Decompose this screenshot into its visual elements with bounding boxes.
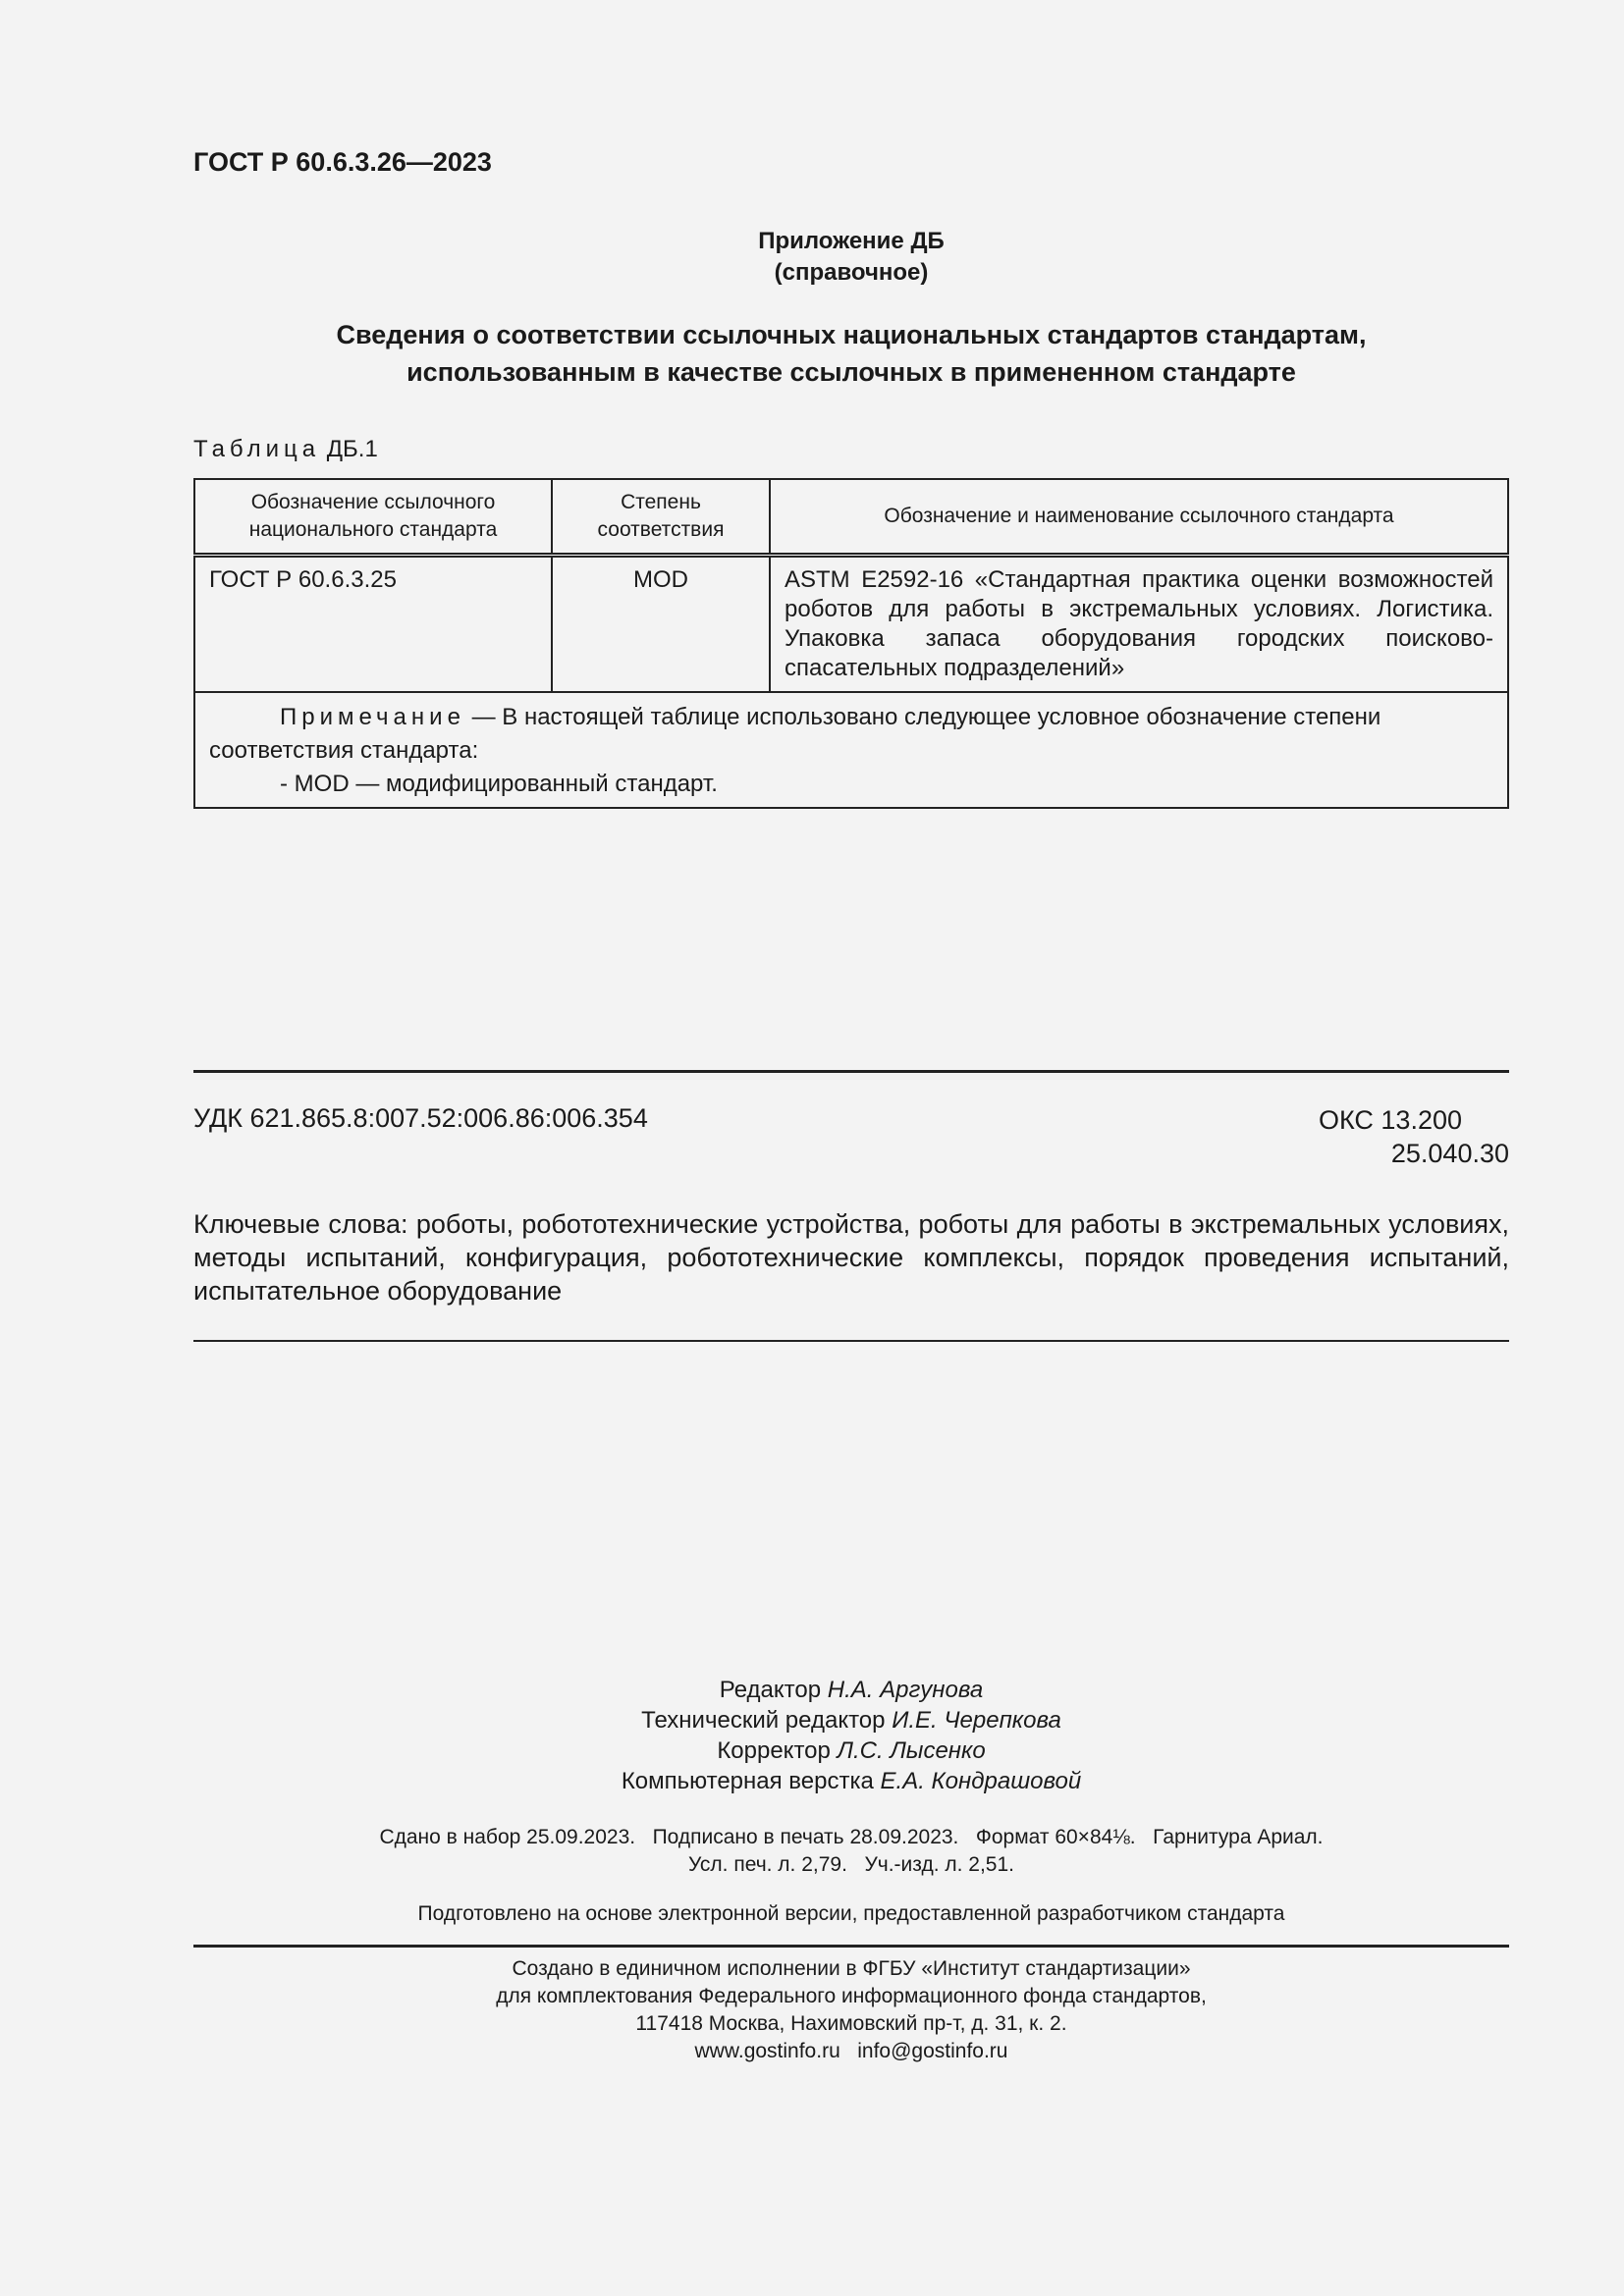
reference-standards-table [193, 478, 1509, 809]
oks-code-2: 25.040.30 [1390, 1139, 1509, 1168]
credit-role: Корректор [717, 1737, 831, 1764]
oks-code-1: ОКС 13.200 [1318, 1105, 1462, 1135]
table-header-row [194, 479, 1508, 556]
document-number: ГОСТ Р 60.6.3.26—2023 [193, 147, 492, 177]
appendix-heading-line-2: использованным в качестве ссылочных в примененном стандарте [406, 357, 1296, 387]
note-lead: Примечание [280, 704, 465, 730]
credit-editor [193, 1675, 1509, 1705]
table-caption [193, 436, 378, 463]
udk-code: УДК 621.865.8:007.52:006.86:006.354 [193, 1103, 648, 1133]
table-note [194, 692, 1508, 808]
note-text: — В настоящей таблице использовано следующее условное обозначение степени соответствия стандарта: [209, 704, 1381, 764]
credit-layout [193, 1766, 1509, 1796]
credits [193, 1675, 1509, 1796]
publisher-line-2: для комплектования Федерального информационного фонда стандартов, [496, 1985, 1207, 2007]
publisher-info [193, 1955, 1509, 2065]
prepared-note: Подготовлено на основе электронной версии, предоставленной разработчиком стандарта [417, 1902, 1285, 1925]
imprint-line-2: Усл. печ. л. 2,79. Уч.-изд. л. 2,51. [687, 1853, 1014, 1876]
credit-name: Н.А. Аргунова [827, 1677, 984, 1703]
publisher-line-3: 117418 Москва, Нахимовский пр-т, д. 31, к. 2. [635, 2012, 1067, 2035]
publisher-line-1: Создано в единичном исполнении в ФГБУ «Институт стандартизации» [512, 1957, 1191, 1980]
divider-publisher [193, 1945, 1509, 1948]
keywords: Ключевые слова: роботы, робототехнические устройства, роботы для работы в экстремальных условиях, методы испытаний, конфигурация, робототехнические комплексы, порядок проведения испытаний, испытательное оборудование [193, 1209, 1509, 1306]
credit-role: Технический редактор [641, 1707, 886, 1734]
appendix-heading-line-1: Сведения о соответствии ссылочных национальных стандартов стандартам, [336, 320, 1367, 349]
cell-national-standard: ГОСТ Р 60.6.3.25 [194, 556, 552, 693]
divider-keywords [193, 1340, 1509, 1342]
credit-role: Компьютерная верстка [621, 1768, 874, 1794]
appendix-status: (справочное) [774, 259, 929, 286]
note-bullet: - MOD — модифицированный стандарт. [280, 771, 718, 797]
credit-name: И.Е. Черепкова [892, 1707, 1061, 1734]
credit-role: Редактор [719, 1677, 822, 1703]
credit-name: Е.А. Кондрашовой [880, 1768, 1082, 1794]
credit-name: Л.С. Лысенко [837, 1737, 986, 1764]
credit-proofreader [193, 1735, 1509, 1766]
appendix-title: Приложение ДБ [758, 228, 945, 254]
imprint-line-1: Сдано в набор 25.09.2023. Подписано в печать 28.09.2023. Формат 60×84⅛. Гарнитура Ариал. [379, 1826, 1324, 1848]
column-header-reference-standard: Обозначение и наименование ссылочного стандарта [770, 479, 1508, 556]
cell-reference-standard: ASTM E2592-16 «Стандартная практика оценки возможностей роботов для работы в экстремальных условиях. Логистика. Упаковка запаса оборудования городских поисково-спасательных подразделений» [770, 556, 1508, 693]
publisher-line-4: www.gostinfo.ru info@gostinfo.ru [694, 2040, 1008, 2062]
table-caption-id: ДБ.1 [326, 436, 378, 462]
credit-technical-editor [193, 1705, 1509, 1735]
print-imprint [193, 1824, 1509, 1879]
divider-top [193, 1070, 1509, 1073]
table-caption-word: Таблица [193, 436, 321, 462]
cell-degree: MOD [552, 556, 770, 693]
table-note-row [194, 692, 1508, 808]
oks-codes [1319, 1103, 1509, 1170]
appendix-heading [193, 316, 1509, 391]
column-header-degree: Степень соответствия [552, 479, 770, 556]
table-row [194, 556, 1508, 693]
column-header-national-standard: Обозначение ссылочного национального стандарта [194, 479, 552, 556]
